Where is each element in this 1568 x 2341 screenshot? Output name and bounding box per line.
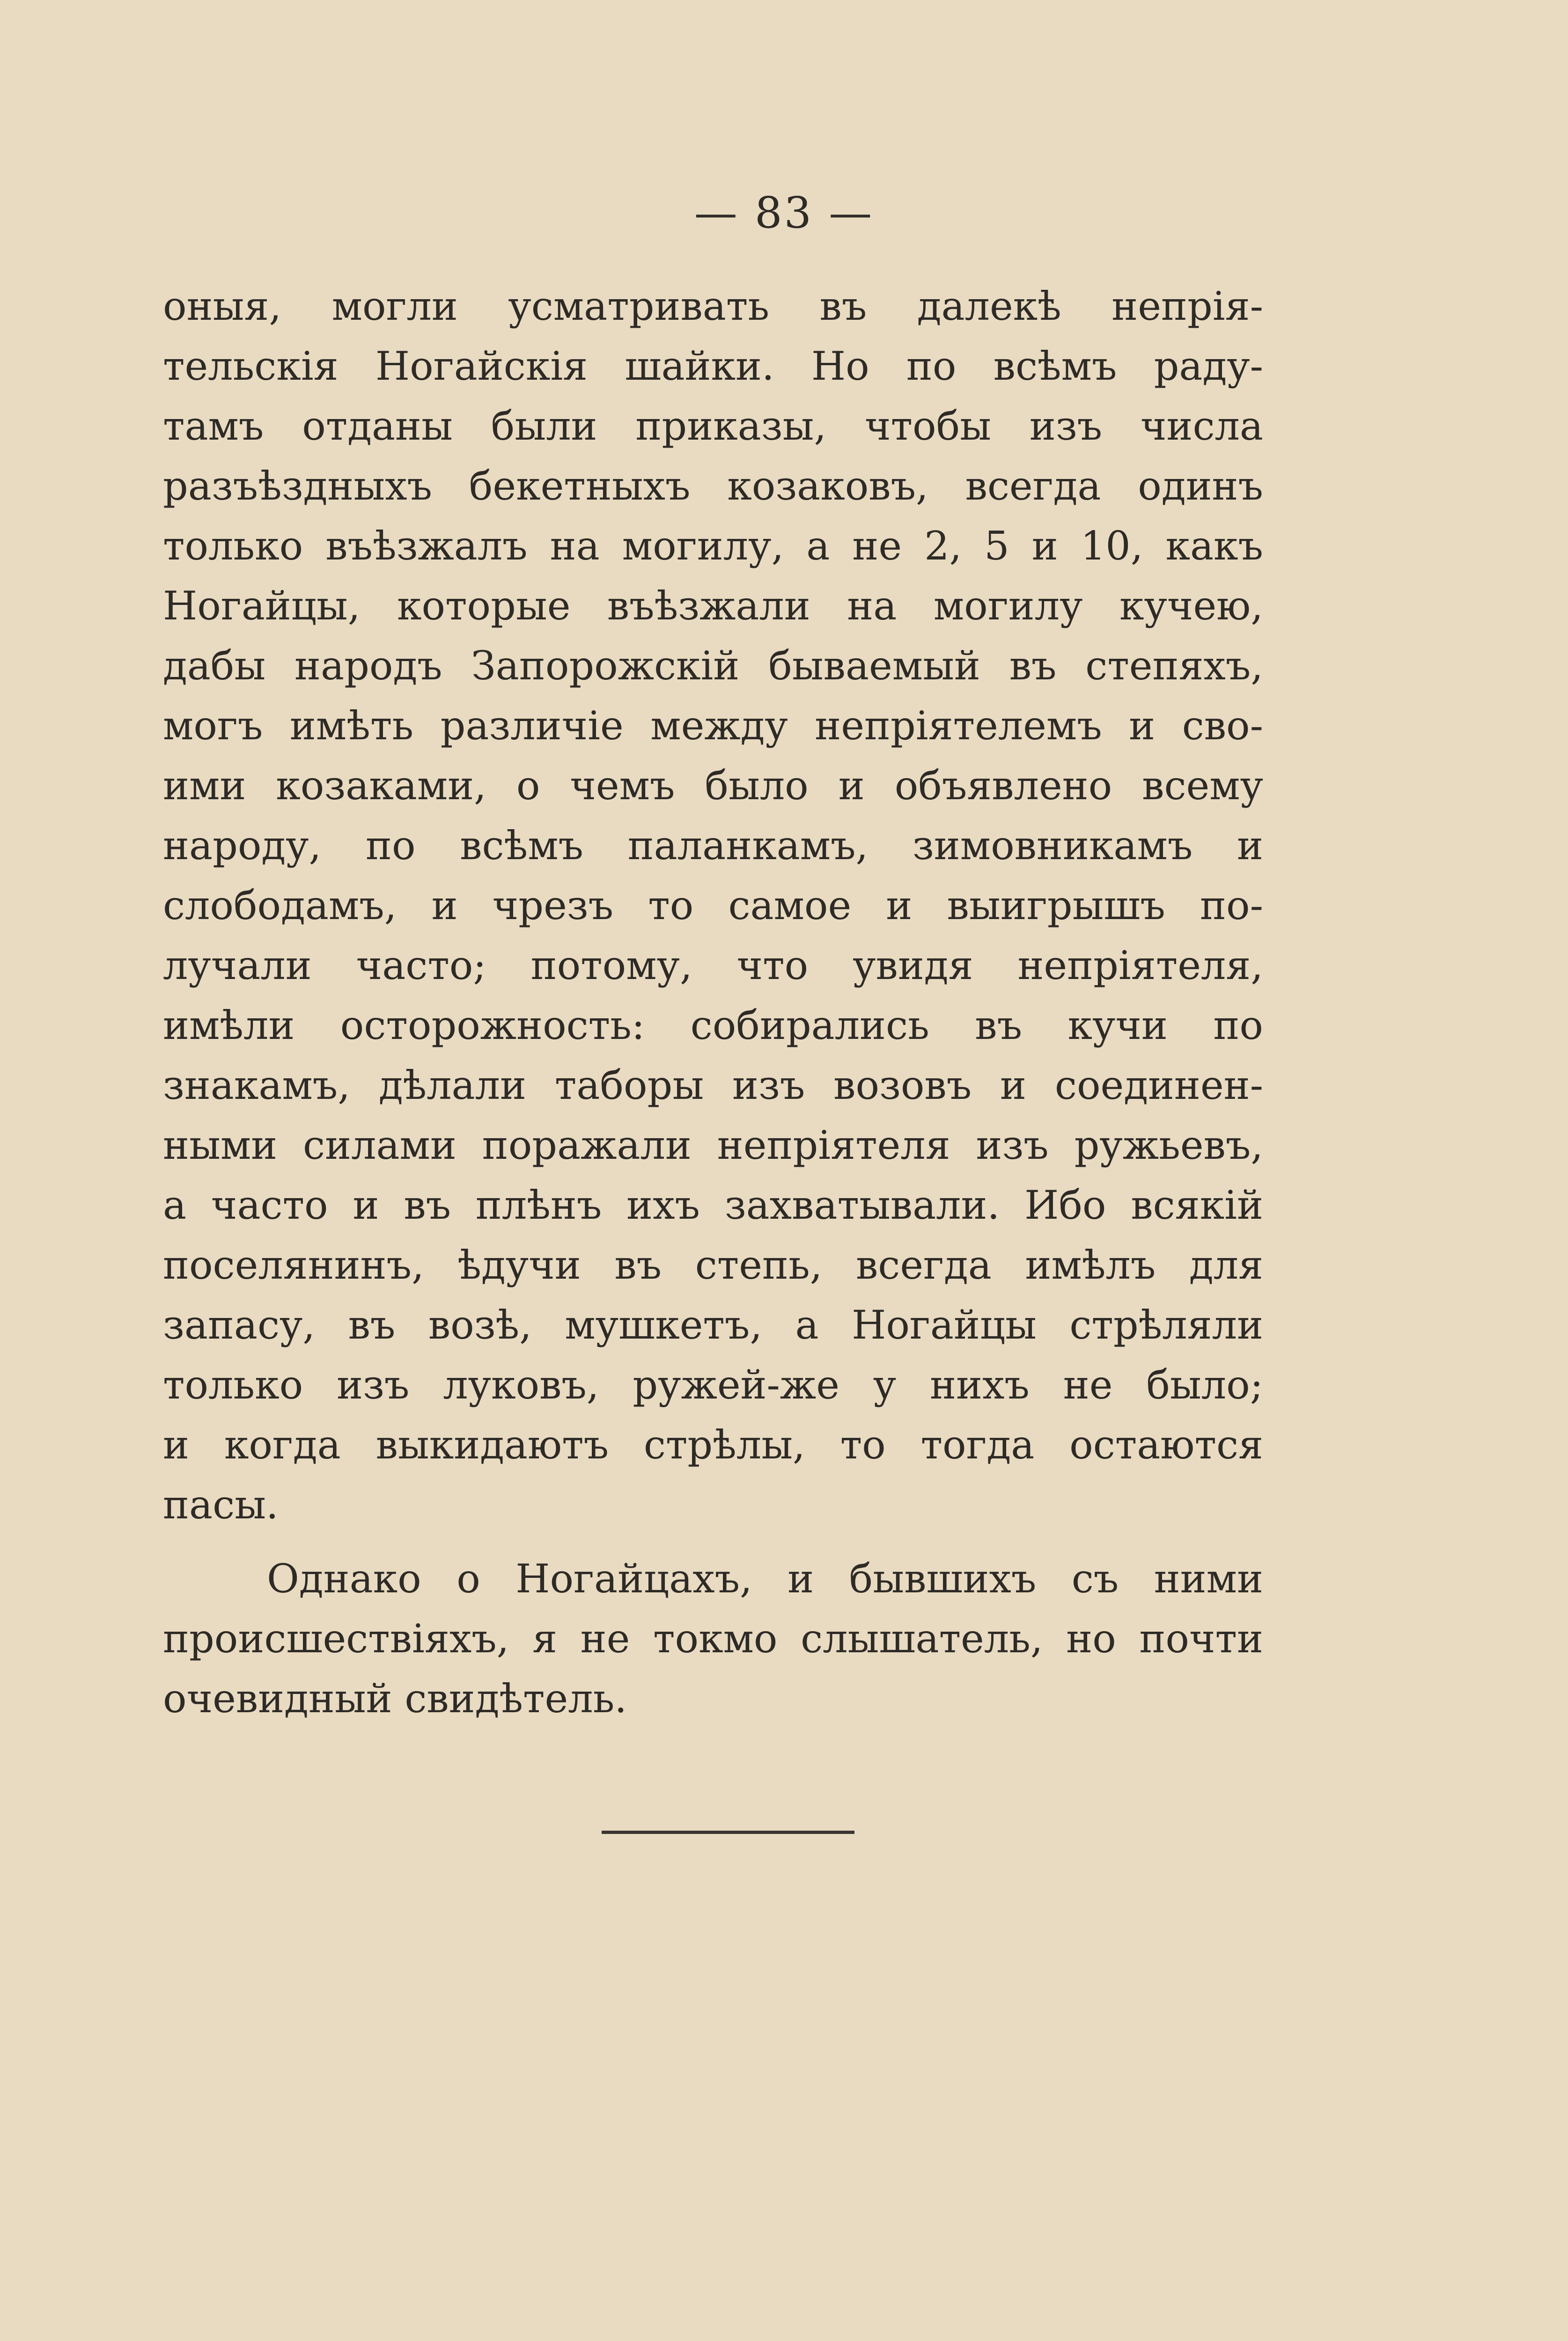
text-line: тельскiя Ногайскiя шайки. Но по всѣмъ раду- <box>163 343 1263 389</box>
page-number: — 83 — <box>694 188 874 238</box>
text-line: могъ имѣть различiе между непрiятелемъ и сво- <box>163 703 1263 749</box>
text-line: лучали часто; потому, что увидя непрiятеля, <box>163 942 1263 988</box>
paragraph <box>163 1549 1263 1729</box>
text-line: а часто и въ плѣнъ ихъ захватывали. Ибо всякiй <box>163 1182 1263 1228</box>
text-line: только изъ луковъ, ружей-же у нихъ не было; <box>163 1362 1263 1408</box>
text-line: ими козаками, о чемъ было и объявлено всему <box>163 763 1263 809</box>
text-line: поселянинъ, ѣдучи въ степь, всегда имѣлъ для <box>163 1242 1263 1288</box>
paragraph <box>163 276 1263 1535</box>
text-line: разъѣздныхъ бекетныхъ козаковъ, всегда одинъ <box>163 463 1263 509</box>
text-line: очевидный свидѣтель. <box>163 1676 627 1722</box>
text-line: Однако о Ногайцахъ, и бывшихъ съ ними <box>267 1556 1263 1602</box>
text-line: оныя, могли усматривать въ далекѣ непрiя- <box>163 283 1263 329</box>
text-line: и когда выкидаютъ стрѣлы, то тогда остаются <box>163 1422 1263 1468</box>
text-line: тамъ отданы были приказы, чтобы изъ числа <box>163 403 1263 449</box>
text-line: дабы народъ Запорожскiй бываемый въ степяхъ, <box>163 643 1263 689</box>
end-rule <box>602 1831 854 1834</box>
text-line: только въѣзжалъ на могилу, а не 2, 5 и 10, какъ <box>163 523 1263 569</box>
body-text <box>163 276 1263 1729</box>
text-line: имѣли осторожность: собирались въ кучи по <box>163 1002 1263 1048</box>
text-line: народу, по всѣмъ паланкамъ, зимовникамъ и <box>163 823 1263 869</box>
text-line: запасу, въ возѣ, мушкетъ, а Ногайцы стрѣляли <box>163 1302 1263 1348</box>
text-line: знакамъ, дѣлали таборы изъ возовъ и соединен- <box>163 1062 1263 1108</box>
text-line: происшествiяхъ, я не токмо слышатель, но почти <box>163 1616 1263 1662</box>
text-line: слободамъ, и чрезъ то самое и выигрышъ по- <box>163 883 1263 928</box>
text-line: Ногайцы, которые въѣзжали на могилу кучею, <box>163 583 1263 629</box>
text-line: пасы. <box>163 1482 279 1528</box>
text-line: ными силами поражали непрiятеля изъ ружьевъ, <box>163 1122 1263 1168</box>
